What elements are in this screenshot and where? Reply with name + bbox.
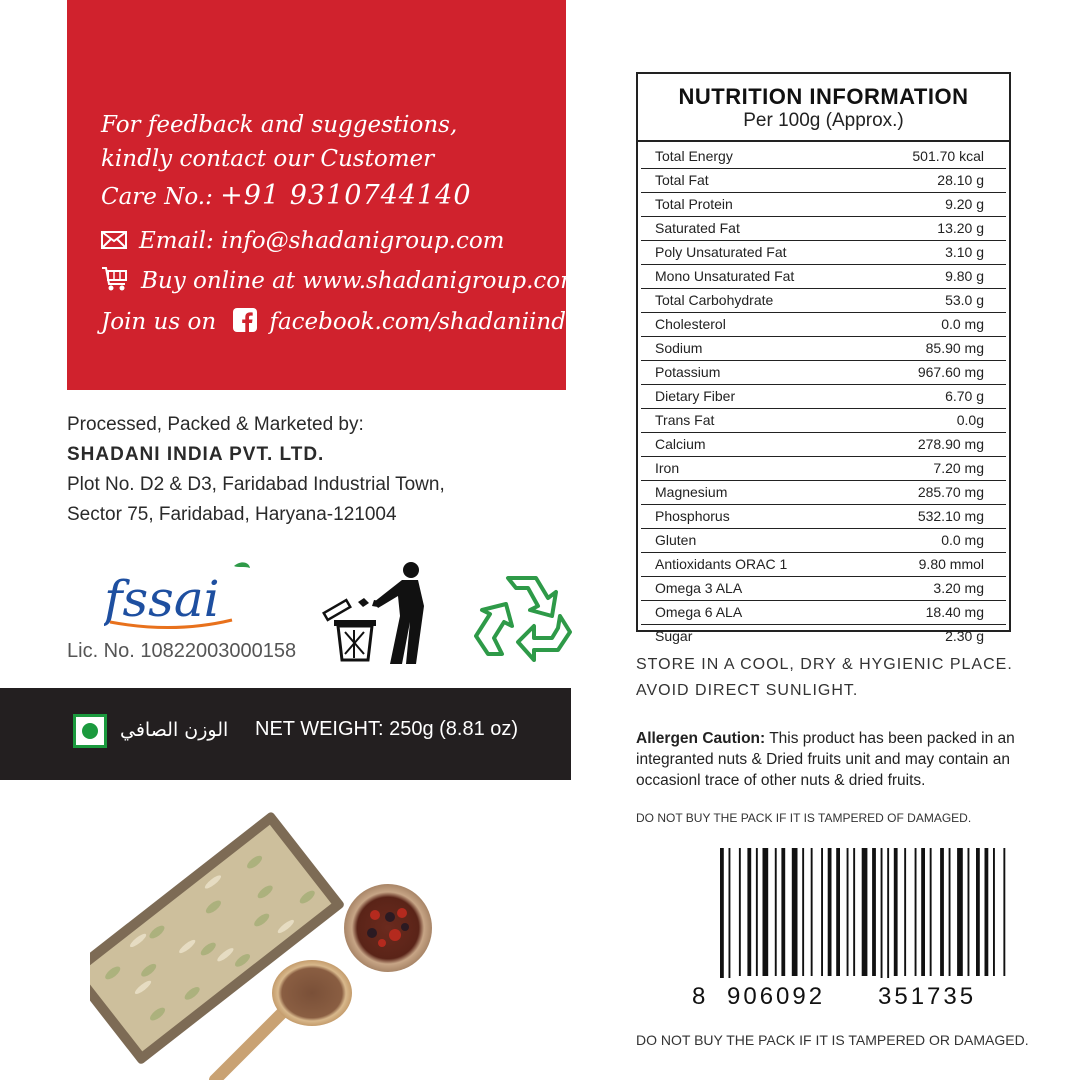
nutrition-row bbox=[641, 169, 1006, 193]
care-phone[interactable]: +91 9310744140 bbox=[220, 180, 472, 211]
barcode-bar bbox=[976, 848, 980, 976]
barcode-bar bbox=[836, 848, 840, 976]
barcode-bar bbox=[904, 848, 906, 976]
barcode-bar bbox=[940, 848, 944, 976]
tamper-warning-bottom: DO NOT BUY THE PACK IF IT IS TAMPERED OR DAMAGED. bbox=[636, 1032, 1029, 1048]
barcode-bar bbox=[930, 848, 932, 976]
nutrition-row bbox=[641, 265, 1006, 289]
nutrient-value: 0.0g bbox=[956, 412, 984, 428]
address-line-1: Plot No. D2 & D3, Faridabad Industrial Town, bbox=[67, 474, 445, 495]
barcode-bar bbox=[853, 848, 855, 976]
barcode-group-2: 351735 bbox=[878, 983, 977, 1010]
nutrient-name: Omega 3 ALA bbox=[655, 580, 743, 596]
net-weight-label: NET WEIGHT: 250g (8.81 oz) bbox=[255, 718, 519, 740]
allergen-label: Allergen Caution: bbox=[636, 730, 766, 747]
barcode-bar bbox=[729, 848, 731, 978]
nutrient-name: Antioxidants ORAC 1 bbox=[655, 556, 788, 572]
barcode-bar bbox=[792, 848, 798, 976]
nutrition-row bbox=[641, 433, 1006, 457]
nutrient-name: Sugar bbox=[655, 628, 693, 644]
barcode-bar bbox=[811, 848, 813, 976]
barcode-bar bbox=[847, 848, 849, 976]
storage-line-2: AVOID DIRECT SUNLIGHT. bbox=[636, 682, 859, 699]
nutrition-row bbox=[641, 505, 1006, 529]
barcode-bar bbox=[872, 848, 876, 976]
nutrient-name: Poly Unsaturated Fat bbox=[655, 244, 787, 260]
nutrition-row bbox=[641, 481, 1006, 505]
facebook-icon bbox=[233, 308, 257, 338]
contact-panel bbox=[67, 0, 588, 390]
nutrition-row bbox=[641, 193, 1006, 217]
email-text: Email: info@shadanigroup.com bbox=[139, 228, 505, 254]
nutrient-value: 967.60 mg bbox=[917, 364, 984, 380]
buy-online-text: Buy online at www.shadanigroup.com bbox=[141, 268, 582, 294]
nutrition-header bbox=[638, 74, 1009, 142]
nutrient-name: Dietary Fiber bbox=[655, 388, 736, 404]
recycle-icon bbox=[474, 572, 574, 667]
barcode-bar bbox=[915, 848, 917, 976]
barcode-bar bbox=[821, 848, 823, 976]
barcode-bar bbox=[881, 848, 883, 978]
nutrition-row bbox=[641, 145, 1006, 169]
nutrition-row bbox=[641, 217, 1006, 241]
nutrient-name: Potassium bbox=[655, 364, 721, 380]
email-line[interactable] bbox=[101, 228, 505, 255]
nutrient-value: 7.20 mg bbox=[933, 460, 984, 476]
nutrient-name: Total Fat bbox=[655, 172, 709, 188]
barcode-bar bbox=[985, 848, 989, 976]
dispose-waste-icon bbox=[318, 560, 450, 669]
address-line-2: Sector 75, Faridabad, Haryana-121004 bbox=[67, 504, 397, 525]
nutrient-name: Sodium bbox=[655, 340, 703, 356]
nutrient-value: 28.10 g bbox=[937, 172, 984, 188]
barcode-bar bbox=[763, 848, 769, 976]
nutrient-value: 0.0 mg bbox=[941, 532, 984, 548]
barcode-bar bbox=[862, 848, 868, 976]
nutrition-row bbox=[641, 289, 1006, 313]
nutrient-value: 9.80 mmol bbox=[918, 556, 984, 572]
nutrient-value: 3.10 g bbox=[945, 244, 984, 260]
nutrient-name: Total Energy bbox=[655, 148, 733, 164]
facebook-line[interactable] bbox=[101, 308, 587, 338]
nutrition-row bbox=[641, 361, 1006, 385]
nutrient-value: 6.70 g bbox=[945, 388, 984, 404]
barcode-bar bbox=[775, 848, 777, 976]
nutrition-row bbox=[641, 385, 1006, 409]
nutrition-row bbox=[641, 625, 1006, 648]
tamper-warning-top: DO NOT BUY THE PACK IF IT IS TAMPERED OF DAMAGED. bbox=[636, 811, 972, 825]
barcode-bar bbox=[921, 848, 925, 976]
nutrient-name: Phosphorus bbox=[655, 508, 730, 524]
care-number-line bbox=[101, 180, 472, 211]
veg-mark-icon bbox=[73, 714, 107, 748]
manufacturer-heading: Processed, Packed & Marketed by: bbox=[67, 414, 364, 435]
shopping-cart-icon bbox=[101, 266, 129, 298]
barcode-bar bbox=[802, 848, 804, 976]
barcode-first-digit: 8 bbox=[692, 983, 709, 1010]
nutrient-value: 85.90 mg bbox=[925, 340, 984, 356]
barcode-bar bbox=[828, 848, 832, 976]
nutrient-value: 285.70 mg bbox=[917, 484, 984, 500]
barcode-bar bbox=[1003, 848, 1005, 976]
nutrient-name: Total Carbohydrate bbox=[655, 292, 774, 308]
nutrient-value: 9.80 g bbox=[945, 268, 984, 284]
buy-online-line[interactable] bbox=[101, 266, 582, 298]
nutrient-value: 53.0 g bbox=[945, 292, 984, 308]
nutrient-value: 278.90 mg bbox=[917, 436, 984, 452]
nutrient-name: Mono Unsaturated Fat bbox=[655, 268, 795, 284]
nutrient-value: 18.40 mg bbox=[925, 604, 984, 620]
nutrient-name: Gluten bbox=[655, 532, 697, 548]
join-label: Join us on bbox=[101, 309, 217, 335]
allergen-caution bbox=[636, 728, 1066, 791]
allergen-text: This product has been packed in an integranted nuts & Dried fruits unit and may contain an occasionl trace of other nuts & dried fruits. bbox=[636, 730, 1015, 789]
nutrition-row bbox=[641, 577, 1006, 601]
net-weight-arabic: الوزن الصافي bbox=[120, 719, 229, 741]
nutrient-name: Calcium bbox=[655, 436, 706, 452]
nutrition-row bbox=[641, 457, 1006, 481]
barcode-bar bbox=[894, 848, 898, 976]
nutrition-row bbox=[641, 529, 1006, 553]
nutrition-row bbox=[641, 601, 1006, 625]
nutrition-title: NUTRITION INFORMATION bbox=[678, 84, 969, 109]
nutrient-name: Omega 6 ALA bbox=[655, 604, 743, 620]
nutrient-value: 0.0 mg bbox=[941, 316, 984, 332]
fssai-logo-text: fssai bbox=[104, 570, 220, 628]
barcode-group-1: 906092 bbox=[727, 983, 826, 1010]
barcode-bar bbox=[957, 848, 963, 976]
barcode-bar bbox=[781, 848, 785, 976]
nutrition-row bbox=[641, 241, 1006, 265]
storage-line-1: STORE IN A COOL, DRY & HYGIENIC PLACE. bbox=[636, 656, 1013, 673]
barcode-bar bbox=[887, 848, 889, 978]
barcode-bar bbox=[747, 848, 751, 976]
seeds-product-image bbox=[90, 795, 450, 1085]
facebook-url: facebook.com/shadaniindia bbox=[269, 309, 588, 335]
care-label: Care No.: bbox=[101, 184, 221, 210]
nutrient-name: Cholesterol bbox=[655, 316, 726, 332]
barcode-bar bbox=[993, 848, 995, 976]
nutrient-name: Trans Fat bbox=[655, 412, 715, 428]
fssai-logo bbox=[104, 558, 254, 637]
nutrient-value: 9.20 g bbox=[945, 196, 984, 212]
contact-line-2: kindly contact our Customer bbox=[101, 146, 435, 172]
nutrient-value: 501.70 kcal bbox=[912, 148, 984, 164]
nutrition-rows bbox=[638, 145, 1009, 648]
nutrient-name: Iron bbox=[655, 460, 680, 476]
nutrient-value: 13.20 g bbox=[937, 220, 984, 236]
company-name: SHADANI INDIA PVT. LTD. bbox=[67, 444, 325, 465]
nutrition-row bbox=[641, 409, 1006, 433]
fssai-license: Lic. No. 10822003000158 bbox=[67, 640, 297, 662]
contact-line-1: For feedback and suggestions, bbox=[101, 112, 458, 138]
nutrient-name: Total Protein bbox=[655, 196, 733, 212]
barcode-bar bbox=[739, 848, 741, 976]
nutrition-row bbox=[641, 337, 1006, 361]
barcode-bar bbox=[949, 848, 951, 976]
nutrient-name: Saturated Fat bbox=[655, 220, 740, 236]
nutrient-value: 2.30 g bbox=[945, 628, 984, 644]
nutrient-name: Magnesium bbox=[655, 484, 728, 500]
barcode-bar bbox=[756, 848, 758, 976]
mail-icon bbox=[101, 229, 127, 255]
barcode bbox=[690, 848, 1020, 983]
barcode-bar bbox=[720, 848, 724, 978]
barcode-bar bbox=[968, 848, 970, 976]
nutrition-subtitle: Per 100g (Approx.) bbox=[743, 110, 904, 131]
nutrient-value: 3.20 mg bbox=[933, 580, 984, 596]
nutrition-table bbox=[636, 72, 1011, 644]
nutrient-value: 532.10 mg bbox=[917, 508, 984, 524]
nutrition-row bbox=[641, 313, 1006, 337]
nutrition-row bbox=[641, 553, 1006, 577]
